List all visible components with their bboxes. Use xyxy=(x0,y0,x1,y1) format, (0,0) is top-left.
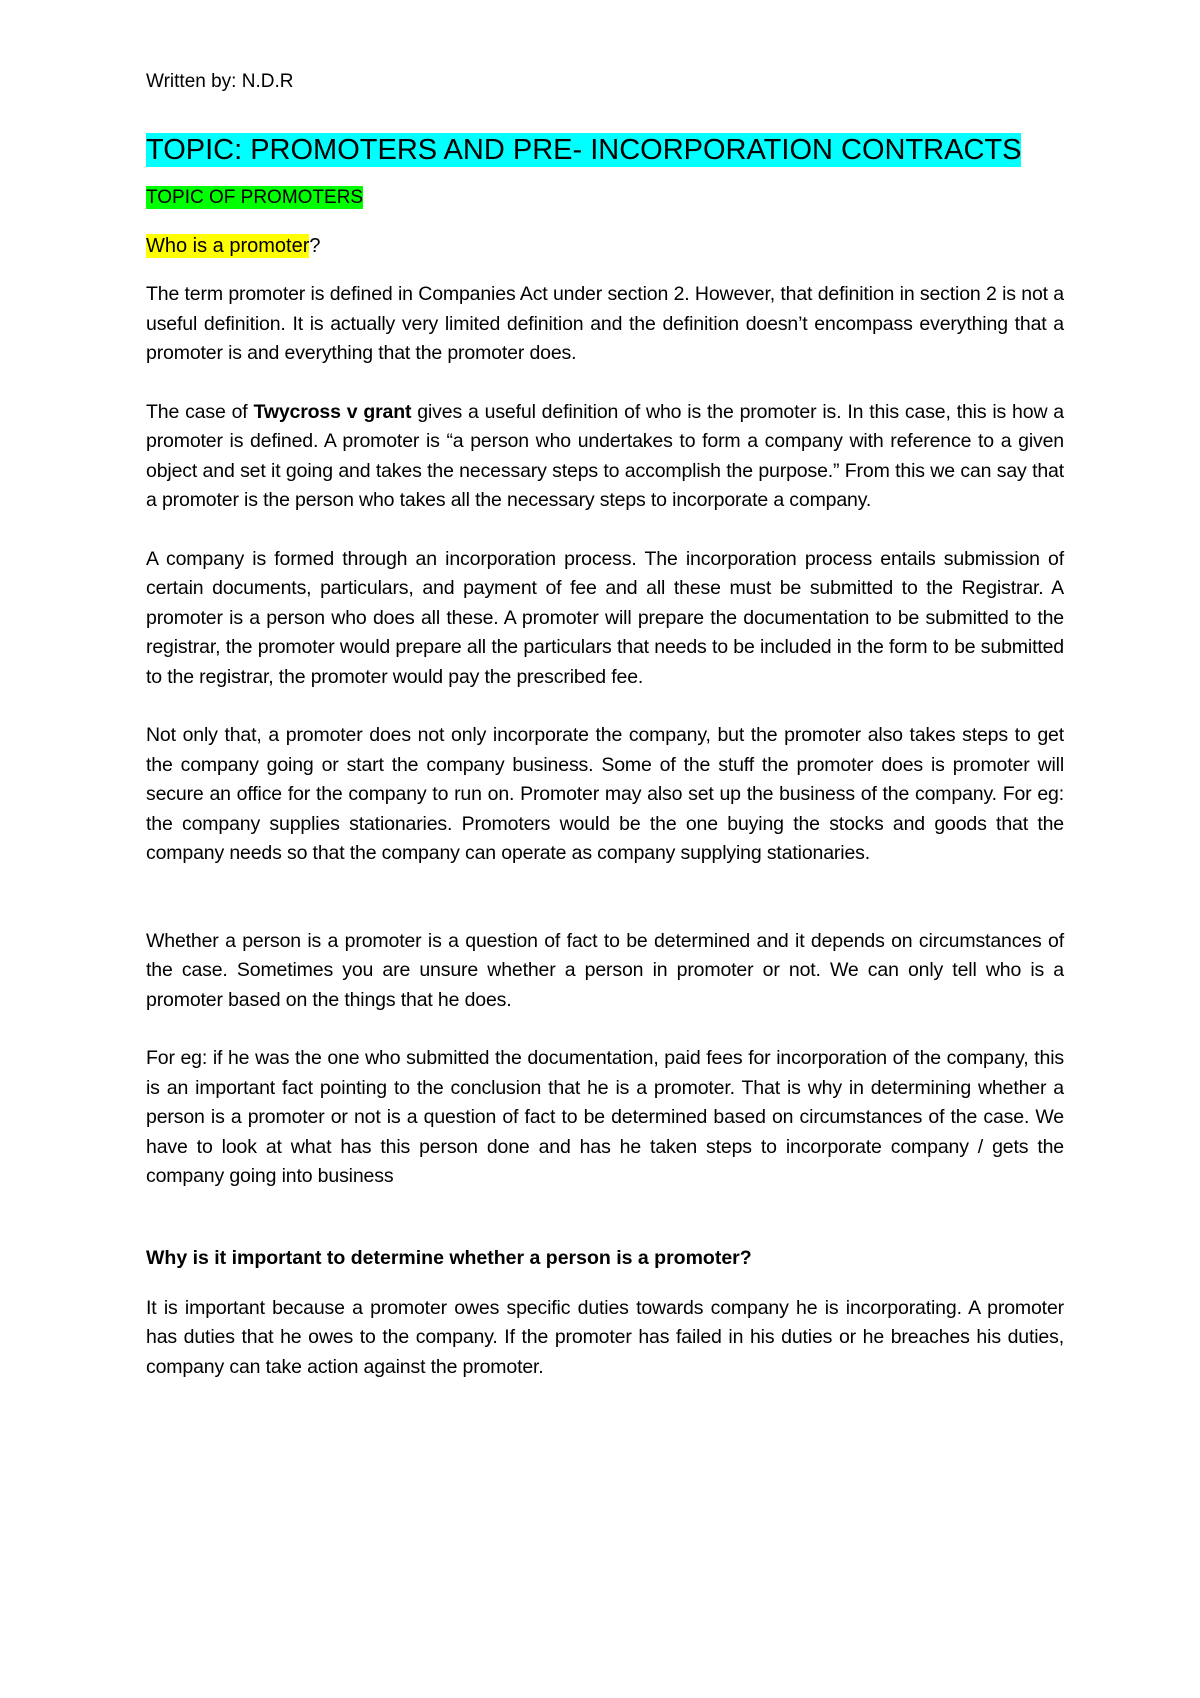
question-highlighted-text: Who is a promoter xyxy=(146,235,310,257)
sub-topic-heading xyxy=(146,184,1064,212)
paragraph-incorporation-process: A company is formed through an incorporation process. The incorporation process entails submission of certain documents, particulars, and payment of fee and all these must be submitted to the Registrar. A promoter is a person who does all these. A promoter will prepare the documentation to be submitted to the registrar, the promoter would prepare all the particulars that needs to be included in the form to be submitted to the registrar, the promoter would pay the prescribed fee. xyxy=(146,547,1064,688)
document-page xyxy=(146,70,1064,1411)
paragraph-twycross-case xyxy=(146,398,1064,516)
paragraph-duties: It is important because a promoter owes specific duties towards company he is incorporating. A promoter has duties that he owes to the company. If the promoter has failed in his duties or he breaches his duties, company can take action against the promoter. xyxy=(146,1296,1064,1378)
topic-title-text: TOPIC: PROMOTERS AND PRE- INCORPORATION CONTRACTS xyxy=(146,134,1022,166)
section-heading-importance: Why is it important to determine whether a person is a promoter? xyxy=(146,1246,752,1269)
paragraph-definition: The term promoter is defined in Companies Act under section 2. However, that definition in section 2 is not a useful definition. It is actually very limited definition and the definition doesn’t encompass everything that a promoter is and everything that the promoter does. xyxy=(146,283,1064,364)
paragraph-question-of-fact: Whether a person is a promoter is a question of fact to be determined and it depends on circumstances of the case. Sometimes you are unsure whether a person in promoter or not. We can only tell who is a promoter based on the things that he does. xyxy=(146,929,1064,1011)
case-intro-text: The case of xyxy=(146,400,254,423)
paragraph-company-business: Not only that, a promoter does not only incorporate the company, but the promoter also takes steps to get the company going or start the company business. Some of the stuff the promoter does is promoter will secure an office for the company to run on. Promoter may also set up the business of the company. For eg: the company supplies stationaries. Promoters would be the one buying the stocks and goods that the company needs so that the company can operate as company supplying stationaries. xyxy=(146,724,1064,864)
question-mark: ? xyxy=(309,235,321,257)
paragraph-example: For eg: if he was the one who submitted the documentation, paid fees for incorporation of the company, this is an important fact pointing to the conclusion that he is a promoter. That is why in determining whether a person is a promoter or not is a question of fact to be determined based on circumstances of the case. We have to look at what has this person done and has he taken steps to incorporate company / gets the company going into business xyxy=(146,1047,1064,1187)
case-body-text: gives a useful definition of who is the promoter is. In this case, this is how a promoter is defined. A promoter is “a person who undertakes to form a company with reference to a given object and set it going and takes the necessary steps to accomplish the purpose.” From this we can say that a promoter is the person who takes all the necessary steps to incorporate a company. xyxy=(146,400,1065,511)
case-name: Twycross v grant xyxy=(253,400,412,423)
question-heading xyxy=(146,232,1064,260)
topic-title xyxy=(146,130,1064,170)
sub-topic-text: TOPIC OF PROMOTERS xyxy=(146,187,364,208)
author-line: Written by: N.D.R xyxy=(146,71,294,92)
